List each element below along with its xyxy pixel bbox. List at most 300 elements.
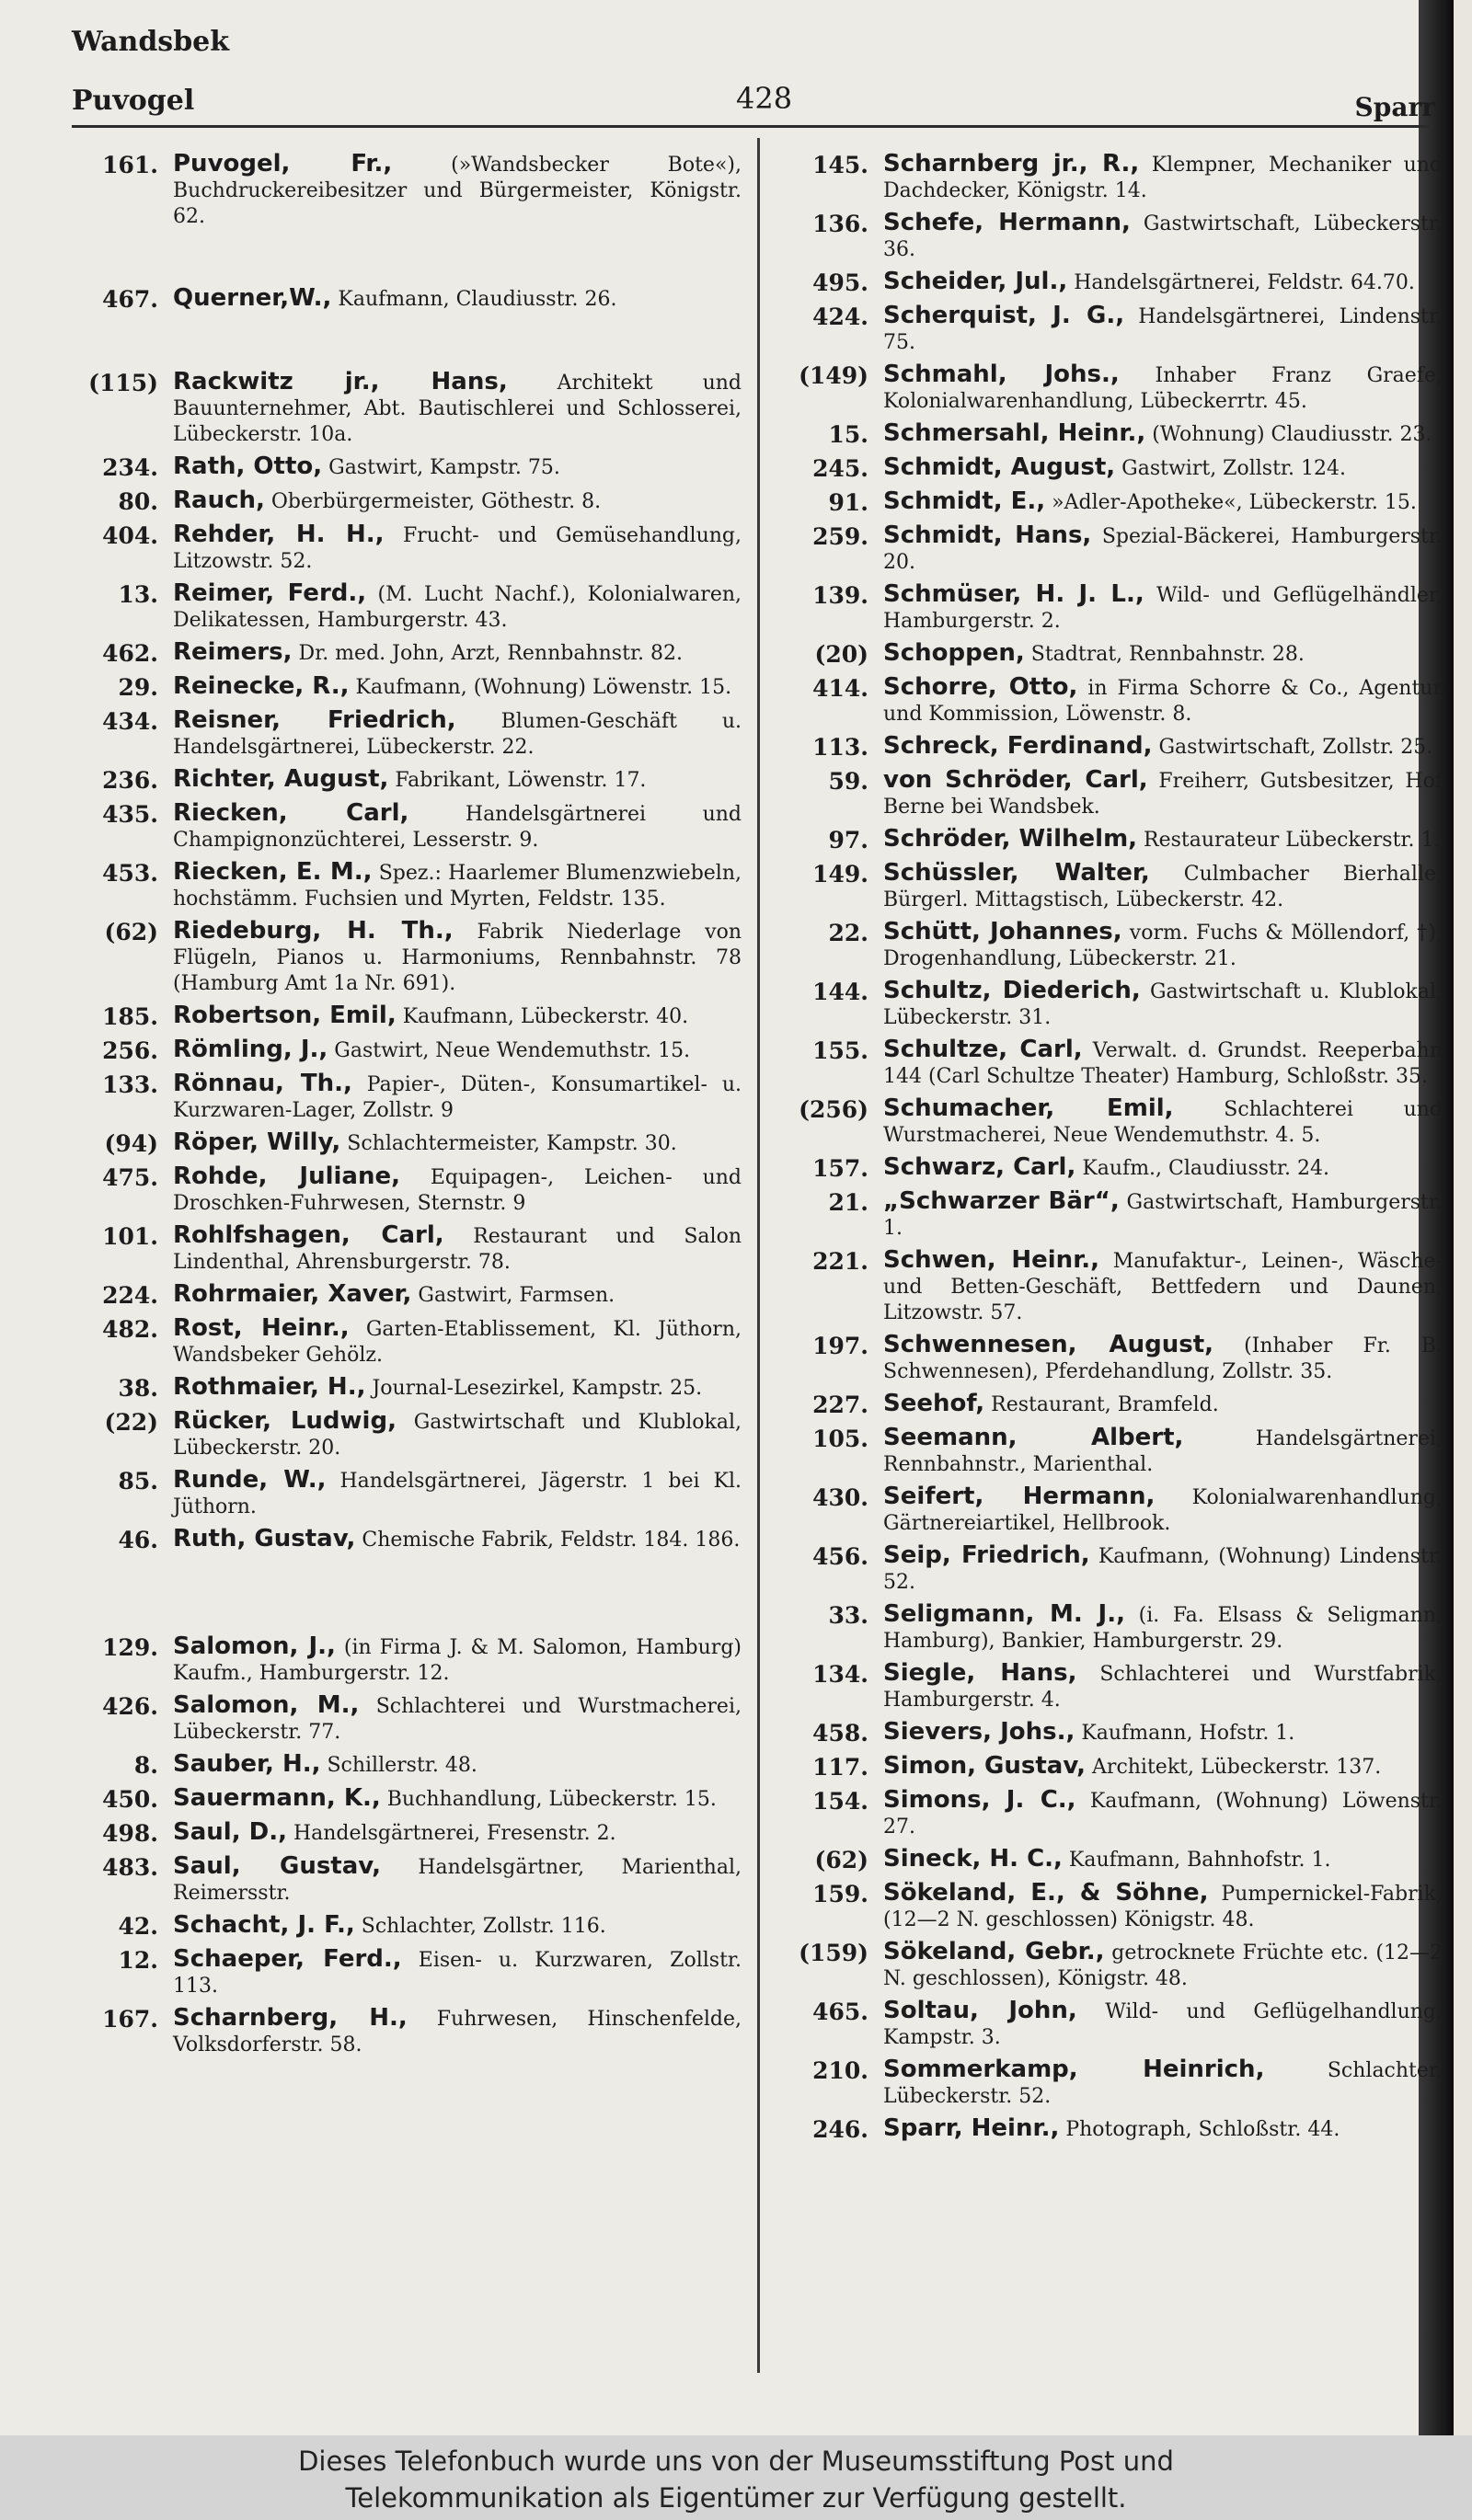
entry-text: [173, 1853, 742, 1907]
entry-details: Kaufm., Claudiusstr. 24.: [1075, 1157, 1329, 1180]
left-column: [70, 145, 742, 2058]
entry-text: [883, 420, 1443, 449]
entry-details: Verwalt. d. Grundst. Reeperbahn 144 (Carl Schultze Theater) Hamburg, Schloßstr. 35.: [883, 1039, 1443, 1088]
entry-number: 13.: [118, 581, 158, 608]
entry-details: Kaufmann, (Wohnung) Lindenstr. 52.: [883, 1545, 1443, 1594]
right-column: [780, 145, 1443, 2144]
entry-text: [173, 1037, 742, 1065]
entry-name: Sauermann, K.,: [173, 1784, 381, 1812]
entry-details: Kaufmann, Bahnhofstr. 1.: [1062, 1849, 1331, 1872]
directory-entry: [780, 151, 1443, 204]
entry-number: 145.: [812, 152, 868, 178]
entry-name: Soltau, John,: [883, 1997, 1077, 2024]
directory-entry: [70, 1819, 742, 1848]
entry-details: vorm. Fuchs & Möllendorf, †), Drogenhandlung, Lübeckerstr. 21.: [883, 922, 1443, 970]
page-number: 428: [736, 81, 793, 116]
entry-details: Gastwirt, Zollstr. 124.: [1115, 457, 1346, 480]
entry-number: 227.: [812, 1392, 868, 1418]
entry-name: Sökeland, Gebr.,: [883, 1938, 1105, 1965]
directory-entry: [780, 1247, 1443, 1326]
entry-details: Gastwirtschaft u. Klublokal, Lübeckerstr. 31.: [883, 980, 1443, 1029]
entry-name: Sineck, H. C.,: [883, 1845, 1063, 1873]
entry-number: 482.: [102, 1316, 158, 1343]
entry-details: Handelsgärtnerei und Champignonzüchterei, Lesserstr. 9.: [173, 803, 742, 852]
entry-number: 38.: [118, 1375, 158, 1402]
entry-number: 456.: [812, 1543, 868, 1570]
entry-number: (22): [104, 1409, 158, 1436]
entry-text: [883, 767, 1443, 820]
entry-details: Kaufmann, Claudiusstr. 26.: [331, 288, 617, 311]
entry-details: Wild- und Geflügelhändler, Hamburgerstr. 2.: [883, 584, 1443, 633]
entry-name: Schorre, Otto,: [883, 673, 1078, 701]
entry-details: Restaurant und Salon Lindenthal, Ahrensburgerstr. 78.: [173, 1225, 742, 1274]
entry-details: Journal-Lesezirkel, Kampstr. 25.: [365, 1377, 703, 1400]
entry-details: Stadtrat, Rennbahnstr. 28.: [1024, 643, 1305, 666]
entry-text: [173, 800, 742, 853]
directory-entry: [780, 826, 1443, 854]
entry-number: 154.: [812, 1788, 868, 1815]
directory-entry: [780, 640, 1443, 669]
entry-details: in Firma Schorre & Co., Agentur und Kommission, Löwenstr. 8.: [883, 677, 1443, 726]
directory-entry: [780, 1332, 1443, 1385]
entry-name: Richter, August,: [173, 765, 389, 793]
entry-details: Spezial-Bäckerei, Hamburgerstr. 20.: [883, 525, 1443, 574]
entry-text: [883, 454, 1443, 483]
entry-name: Schmidt, E.,: [883, 487, 1046, 515]
entry-name: Saul, Gustav,: [173, 1852, 381, 1880]
header-city: Wandsbek: [72, 26, 230, 58]
entry-name: Querner,W.,: [173, 284, 332, 312]
entry-text: [883, 1880, 1443, 1933]
entry-number: 159.: [812, 1881, 868, 1907]
entry-number: 139.: [812, 582, 868, 609]
entry-name: Seehof,: [883, 1390, 985, 1417]
directory-entry: [780, 1425, 1443, 1478]
entry-details: Handelsgärtnerei, Fresenstr. 2.: [286, 1822, 616, 1845]
entry-name: Rothmaier, H.,: [173, 1373, 366, 1401]
entry-details: Restaurant, Bramfeld.: [984, 1393, 1219, 1416]
entry-text: [173, 1785, 742, 1814]
directory-entry: [70, 521, 742, 575]
entry-details: Gastwirtschaft, Hamburgerstr. 1.: [883, 1191, 1443, 1240]
entry-details: Architekt, Lübeckerstr. 137.: [1086, 1756, 1382, 1779]
entry-text: [883, 1660, 1443, 1713]
entry-number: 221.: [812, 1248, 868, 1275]
directory-entry: [70, 859, 742, 912]
entry-name: Schumacher, Emil,: [883, 1094, 1174, 1122]
directory-entry: [780, 1483, 1443, 1537]
entry-number: (20): [814, 641, 868, 668]
entry-name: Schröder, Wilhelm,: [883, 825, 1138, 853]
entry-name: Schmidt, August,: [883, 453, 1116, 481]
entry-name: Schreck, Ferdinand,: [883, 732, 1153, 760]
entry-name: Schefe, Hermann,: [883, 209, 1131, 236]
entry-text: [173, 1692, 742, 1746]
entry-text: [173, 487, 742, 516]
entry-details: Fabrikant, Löwenstr. 17.: [388, 769, 647, 792]
entry-number: 414.: [812, 675, 868, 702]
entry-name: Saul, D.,: [173, 1818, 287, 1846]
directory-entry: [70, 487, 742, 516]
entry-text: [883, 1846, 1443, 1874]
entry-number: 157.: [812, 1155, 868, 1182]
entry-details: Handelsgärtner, Marienthal, Reimersstr.: [173, 1856, 742, 1905]
footer-notice: [0, 2435, 1472, 2520]
entry-text: [883, 303, 1443, 356]
entry-text: [883, 1719, 1443, 1747]
directory-entry: [780, 1787, 1443, 1840]
entry-text: [883, 1247, 1443, 1326]
directory-entry: [780, 978, 1443, 1031]
entry-details: Gastwirtschaft und Klublokal, Lübeckerstr. 20.: [173, 1411, 742, 1460]
entry-number: 21.: [828, 1189, 868, 1216]
entry-text: [173, 151, 742, 230]
entry-text: [883, 488, 1443, 517]
directory-entry: [70, 1785, 742, 1814]
entry-number: 475.: [102, 1164, 158, 1191]
entry-name: Sökeland, E., & Söhne,: [883, 1879, 1209, 1907]
directory-entry: [70, 1853, 742, 1907]
entry-details: Gastwirtschaft, Zollstr. 25.: [1152, 736, 1433, 759]
entry-text: [173, 1071, 742, 1124]
entry-details: Schlachter, Lübeckerstr. 52.: [883, 2059, 1443, 2108]
entry-number: 185.: [102, 1003, 158, 1030]
entry-text: [173, 707, 742, 761]
entry-name: Schultze, Carl,: [883, 1036, 1083, 1063]
entry-details: Chemische Fabrik, Feldstr. 184. 186.: [355, 1529, 741, 1552]
header-last-entry: Sparr: [1354, 92, 1435, 122]
header-rule: [72, 125, 1433, 128]
entry-details: Oberbürgermeister, Göthestr. 8.: [264, 490, 602, 513]
entry-text: [173, 1374, 742, 1403]
entry-details: Handelsgärtnerei, Jägerstr. 1 bei Kl. Jüthorn.: [173, 1470, 742, 1518]
entry-name: Schacht, J. F.,: [173, 1911, 355, 1939]
entry-text: [173, 2005, 742, 2058]
entry-number: (62): [814, 1847, 868, 1873]
entry-text: [173, 1526, 742, 1554]
entry-number: 97.: [828, 827, 868, 853]
entry-text: [883, 860, 1443, 913]
entry-text: [883, 1037, 1443, 1090]
entry-details: Papier-, Düten-, Konsumartikel- u. Kurzwaren-Lager, Zollstr. 9: [173, 1073, 742, 1122]
entry-number: 495.: [812, 269, 868, 296]
entry-number: 483.: [102, 1854, 158, 1881]
entry-details: Schlachter, Zollstr. 116.: [354, 1915, 606, 1938]
directory-entry: [70, 1633, 742, 1687]
entry-text: [173, 1002, 742, 1031]
entry-details: »Adler-Apotheke«, Lübeckerstr. 15.: [1045, 491, 1417, 514]
entry-number: 8.: [133, 1752, 158, 1779]
entry-number: 91.: [828, 489, 868, 516]
entry-number: 144.: [812, 979, 868, 1005]
entry-name: Rohlfshagen, Carl,: [173, 1221, 444, 1249]
entry-name: Schmidt, Hans,: [883, 521, 1092, 549]
footer-line-2: Telekommunikation als Eigentümer zur Verfügung gestellt.: [345, 2482, 1127, 2514]
entry-text: [173, 521, 742, 575]
directory-entry: [780, 860, 1443, 913]
entry-details: Schlachtermeister, Kampstr. 30.: [340, 1132, 677, 1155]
entry-number: 462.: [102, 640, 158, 667]
entry-details: (M. Lucht Nachf.), Kolonialwaren, Delikatessen, Hamburgerstr. 43.: [173, 583, 742, 632]
entry-text: [883, 1332, 1443, 1385]
entry-text: [173, 1912, 742, 1941]
directory-entry: [780, 733, 1443, 762]
directory-entry: [780, 1601, 1443, 1655]
entry-name: Rath, Otto,: [173, 452, 323, 480]
entry-details: Dr. med. John, Arzt, Rennbahnstr. 82.: [292, 642, 684, 665]
entry-number: 136.: [812, 211, 868, 237]
entry-number: 236.: [102, 767, 158, 794]
entry-text: [883, 640, 1443, 669]
directory-entry: [70, 1751, 742, 1780]
entry-details: Inhaber Franz Graefe, Kolonialwarenhandlung, Lübeckerrtr. 45.: [883, 364, 1443, 413]
entry-name: Siegle, Hans,: [883, 1659, 1077, 1687]
entry-name: Puvogel, Fr.,: [173, 150, 393, 178]
entry-number: 167.: [102, 2006, 158, 2033]
footer-line-1: Dieses Telefonbuch wurde uns von der Museumsstiftung Post und: [298, 2446, 1174, 2477]
entry-name: Robertson, Emil,: [173, 1002, 397, 1029]
directory-entry: [780, 1660, 1443, 1713]
entry-number: (62): [104, 919, 158, 945]
entry-text: [883, 1095, 1443, 1149]
entry-name: Riecken, E. M.,: [173, 858, 373, 886]
entry-text: [883, 151, 1443, 204]
entry-text: [883, 1998, 1443, 2051]
directory-entry: [70, 1163, 742, 1217]
entry-text: [883, 1787, 1443, 1840]
directory-entry: [70, 1037, 742, 1065]
entry-name: Reimers,: [173, 638, 293, 666]
entry-name: Schwennesen, August,: [883, 1331, 1214, 1358]
directory-entry: [780, 522, 1443, 576]
entry-details: Schlachterei und Wurstfabrik, Hamburgerstr. 4.: [883, 1663, 1443, 1712]
entry-number: 105.: [812, 1426, 868, 1452]
entry-name: Salomon, M.,: [173, 1691, 360, 1719]
entry-details: Handelsgärtnerei, Lindenstr. 75.: [883, 305, 1443, 354]
directory-entry: [70, 580, 742, 634]
entry-name: Scheider, Jul.,: [883, 268, 1068, 295]
entry-number: 430.: [812, 1484, 868, 1511]
directory-entry: [780, 581, 1443, 635]
entry-name: Rehder, H. H.,: [173, 521, 385, 548]
entry-details: Culmbacher Bierhalle, Bürgerl. Mittagstisch, Lübeckerstr. 42.: [883, 863, 1443, 911]
entry-number: 101.: [102, 1223, 158, 1250]
entry-details: Eisen- u. Kurzwaren, Zollstr. 113.: [173, 1949, 742, 1998]
entry-text: [883, 1154, 1443, 1183]
entry-text: [173, 285, 742, 314]
directory-entry: [780, 1719, 1443, 1747]
directory-entry: [70, 766, 742, 795]
entry-number: 467.: [102, 286, 158, 313]
entry-name: Simons, J. C.,: [883, 1786, 1076, 1814]
entry-text: [883, 581, 1443, 635]
directory-entry: [70, 639, 742, 668]
entry-text: [173, 580, 742, 634]
entry-text: [883, 1188, 1443, 1242]
entry-name: Reinecke, R.,: [173, 672, 350, 700]
entry-name: Seemann, Albert,: [883, 1424, 1184, 1451]
entry-text: [173, 369, 742, 448]
directory-entry: [70, 1222, 742, 1276]
entry-name: Scharnberg jr., R.,: [883, 150, 1140, 178]
entry-number: 210.: [812, 2057, 868, 2084]
entry-name: Rohde, Juliane,: [173, 1163, 400, 1190]
entry-name: Reisner, Friedrich,: [173, 706, 456, 734]
entry-number: 450.: [102, 1786, 158, 1813]
directory-entry: [780, 210, 1443, 263]
entry-details: Gastwirt, Farmsen.: [411, 1284, 615, 1307]
entry-details: Blumen-Geschäft u. Handelsgärtnerei, Lübeckerstr. 22.: [173, 710, 742, 759]
entry-text: [883, 1939, 1443, 1992]
entry-text: [173, 918, 742, 997]
entry-number: (149): [799, 362, 868, 389]
entry-number: 85.: [118, 1468, 158, 1495]
entry-details: Handelsgärtnerei, Feldstr. 64.70.: [1067, 271, 1415, 294]
entry-number: 458.: [812, 1720, 868, 1747]
entry-text: [883, 1753, 1443, 1781]
directory-entry: [70, 1281, 742, 1310]
entry-name: Rohrmaier, Xaver,: [173, 1280, 412, 1308]
directory-entry: [780, 1880, 1443, 1933]
entry-details: Gastwirt, Kampstr. 75.: [322, 456, 560, 479]
entry-details: Fabrik Niederlage von Flügeln, Pianos u. Harmoniums, Rennbahnstr. 78 (Hamburg Amt 1a Nr. 691).: [173, 921, 742, 995]
directory-entry: [70, 918, 742, 997]
directory-entry: [780, 1037, 1443, 1090]
entry-name: Schmahl, Johs.,: [883, 361, 1120, 388]
entry-number: 113.: [812, 734, 868, 761]
directory-entry: [780, 1846, 1443, 1874]
entry-number: 224.: [102, 1282, 158, 1309]
entry-text: [883, 1425, 1443, 1478]
directory-entry: [780, 1391, 1443, 1419]
directory-entry: [70, 1526, 742, 1554]
entry-text: [883, 919, 1443, 972]
directory-entry: [780, 1154, 1443, 1183]
entry-number: 426.: [102, 1693, 158, 1720]
entry-details: Fuhrwesen, Hinschenfelde, Volksdorferstr. 58.: [173, 2008, 742, 2056]
directory-entry: [70, 369, 742, 448]
entry-text: [173, 1281, 742, 1310]
entry-number: (256): [799, 1096, 868, 1123]
entry-text: [883, 1542, 1443, 1596]
entry-name: Riedeburg, H. Th.,: [173, 917, 454, 945]
directory-entry: [780, 488, 1443, 517]
entry-name: Rackwitz jr., Hans,: [173, 368, 508, 395]
entry-number: (115): [88, 370, 158, 396]
directory-entry: [780, 1542, 1443, 1596]
entry-number: 453.: [102, 860, 158, 887]
entry-number: 435.: [102, 801, 158, 828]
entry-name: Schmüser, H. J. L.,: [883, 580, 1144, 608]
directory-entry: [780, 269, 1443, 297]
entry-text: [173, 766, 742, 795]
entry-details: Wild- und Geflügelhandlung, Kampstr. 3.: [883, 2000, 1443, 2049]
entry-text: [173, 1633, 742, 1687]
directory-entry: [70, 1692, 742, 1746]
entry-number: 161.: [102, 152, 158, 178]
entry-name: Sommerkamp, Heinrich,: [883, 2056, 1265, 2083]
entry-number: 259.: [812, 523, 868, 550]
entry-details: Schlachterei und Wurstmacherei, Lübeckerstr. 77.: [173, 1695, 742, 1744]
directory-entry: [70, 453, 742, 482]
entry-name: Salomon, J.,: [173, 1632, 336, 1660]
entry-text: [173, 1946, 742, 1999]
entry-text: [883, 2115, 1443, 2144]
entry-number: 256.: [102, 1037, 158, 1064]
entry-number: 29.: [118, 674, 158, 701]
entry-number: 129.: [102, 1634, 158, 1661]
entry-text: [173, 1408, 742, 1461]
entry-number: 498.: [102, 1820, 158, 1847]
entry-details: (Wohnung) Claudiusstr. 23.: [1145, 423, 1432, 446]
entry-name: Scharnberg, H.,: [173, 2004, 408, 2032]
entry-name: Röper, Willy,: [173, 1128, 341, 1156]
entry-name: Schwen, Heinr.,: [883, 1246, 1100, 1274]
entry-details: Gastwirtschaft, Lübeckerstr. 36.: [883, 212, 1443, 261]
entry-number: 80.: [118, 488, 158, 515]
directory-entry: [780, 1095, 1443, 1149]
entry-name: Rücker, Ludwig,: [173, 1407, 397, 1435]
entry-number: 465.: [812, 1999, 868, 2025]
directory-entry: [780, 2056, 1443, 2110]
column-divider: [757, 138, 760, 2373]
entry-number: 22.: [828, 920, 868, 946]
entry-details: Gastwirt, Neue Wendemuthstr. 15.: [328, 1039, 691, 1062]
entry-text: [883, 269, 1443, 297]
entry-name: Rauch,: [173, 487, 265, 514]
entry-number: 134.: [812, 1661, 868, 1688]
entry-details: Garten-Etablissement, Kl. Jüthorn, Wandsbeker Gehölz.: [173, 1318, 742, 1367]
entry-name: von Schröder, Carl,: [883, 766, 1148, 794]
entry-name: Schütt, Johannes,: [883, 918, 1122, 945]
directory-entry: [780, 420, 1443, 449]
entry-text: [883, 1483, 1443, 1537]
entry-text: [173, 453, 742, 482]
entry-number: 12.: [118, 1947, 158, 1974]
entry-text: [883, 1391, 1443, 1419]
entry-details: Manufaktur-, Leinen-, Wäsche- und Betten-Geschäft, Bettfedern und Daunen, Litzowstr. 57.: [883, 1250, 1443, 1324]
entry-details: Equipagen-, Leichen- und Droschken-Fuhrwesen, Sternstr. 9: [173, 1166, 742, 1215]
entry-name: Sauber, H.,: [173, 1750, 321, 1778]
entry-number: 133.: [102, 1071, 158, 1098]
entry-details: Kaufmann, Lübeckerstr. 40.: [396, 1005, 689, 1028]
directory-entry: [70, 1129, 742, 1158]
entry-number: 234.: [102, 454, 158, 481]
directory-entry: [780, 1753, 1443, 1781]
entry-details: (Inhaber Fr. B. Schwennesen), Pferdehandlung, Zollstr. 35.: [883, 1334, 1443, 1383]
entry-name: Römling, J.,: [173, 1036, 328, 1063]
directory-entry: [780, 674, 1443, 727]
entry-details: Frucht- und Gemüsehandlung, Litzowstr. 52.: [173, 524, 742, 573]
directory-entry: [70, 1071, 742, 1124]
entry-name: Schüssler, Walter,: [883, 859, 1150, 887]
entry-number: 149.: [812, 861, 868, 888]
directory-entry: [70, 707, 742, 761]
entry-text: [883, 361, 1443, 415]
entry-number: 246.: [812, 2116, 868, 2143]
entry-name: Seligmann, M. J.,: [883, 1600, 1125, 1628]
entry-details: Buchhandlung, Lübeckerstr. 15.: [380, 1788, 717, 1811]
entry-text: [173, 639, 742, 668]
directory-entry: [780, 454, 1443, 483]
entry-name: Seip, Friedrich,: [883, 1541, 1090, 1569]
entry-text: [883, 826, 1443, 854]
entry-name: Rost, Heinr.,: [173, 1314, 350, 1342]
entry-text: [173, 859, 742, 912]
entry-text: [173, 1222, 742, 1276]
entry-details: Architekt und Bauunternehmer, Abt. Bautischlerei und Schlosserei, Lübeckerstr. 10a.: [173, 372, 742, 446]
entry-number: 424.: [812, 304, 868, 330]
